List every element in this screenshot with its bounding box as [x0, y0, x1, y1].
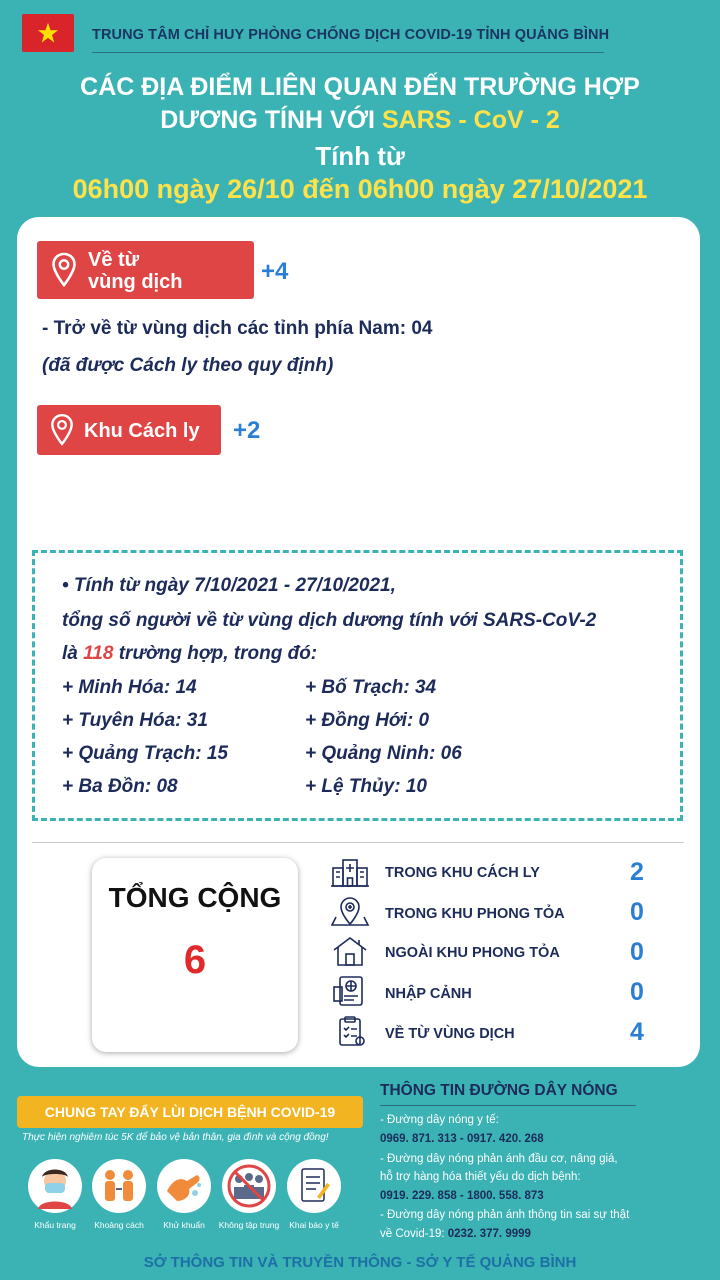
mask-icon	[28, 1159, 82, 1213]
return-zone-label	[88, 249, 182, 293]
title-virus-name: SARS - CoV - 2	[381, 106, 560, 134]
hotline-health-numbers: 0969. 871. 313 - 0917. 420. 268	[380, 1133, 544, 1145]
quarantine-label: Khu Cách ly	[84, 420, 200, 442]
cumulative-line1: • Tính từ ngày 7/10/2021 - 27/10/2021,	[62, 575, 396, 596]
title-prefix: DƯƠNG TÍNH VỚI	[160, 106, 376, 134]
clipboard-icon	[330, 1015, 370, 1047]
total-label: TỔNG CỘNG	[108, 882, 282, 913]
hotline-price-label-2: hỗ trợ hàng hóa thiết yếu do dịch bệnh:	[380, 1171, 581, 1183]
hotline-info-prefix: về Covid-19:	[380, 1228, 445, 1240]
campaign-item-label: Không tập trung	[218, 1220, 280, 1230]
campaign-banner: CHUNG TAY ĐẨY LÙI DỊCH BỆNH COVID-19	[17, 1096, 363, 1128]
hotline-health-label: - Đường dây nóng y tế:	[380, 1114, 499, 1126]
cumulative-suffix: trường hợp, trong đó:	[118, 643, 318, 664]
return-zone-detail: - Trở về từ vùng dịch các tỉnh phía Nam: 04	[42, 318, 433, 339]
hotline-divider	[380, 1105, 636, 1106]
footer-credit: SỞ THÔNG TIN VÀ TRUYỀN THÔNG - SỞ Y TẾ QUẢNG BÌNH	[143, 1254, 577, 1271]
hotline-title: THÔNG TIN ĐƯỜNG DÂY NÓNG	[380, 1082, 618, 1099]
district-item: + Quảng Trạch: 15	[62, 743, 228, 764]
return-zone-label-line1: Về từ	[88, 249, 140, 271]
campaign-slogan: Thực hiện nghiêm túc 5K để bảo vệ bản thân, gia đình và cộng đồng!	[22, 1132, 329, 1143]
return-zone-count: +4	[261, 258, 289, 285]
return-zone-label-line2: vùng dịch	[88, 271, 183, 293]
page-title-line2	[0, 106, 720, 135]
house-icon	[330, 935, 370, 967]
district-item: + Lệ Thủy: 10	[305, 776, 427, 797]
quarantine-badge	[37, 405, 221, 455]
disinfect-icon	[157, 1159, 211, 1213]
summary-value: 0	[630, 978, 644, 1006]
hotline-price-numbers: 0919. 229. 858 - 1800. 558. 873	[380, 1190, 544, 1202]
page-title-line3: Tính từ	[315, 141, 405, 171]
passport-icon	[330, 975, 370, 1007]
summary-label: NGOÀI KHU PHONG TỎA	[385, 945, 560, 961]
campaign-item-label: Khử khuẩn	[163, 1220, 205, 1230]
summary-value: 4	[630, 1018, 644, 1046]
hotline-info-label-1: - Đường dây nóng phản ánh thông tin sai sự thật	[380, 1209, 630, 1221]
summary-value: 0	[630, 938, 644, 966]
return-zone-note: (đã được Cách ly theo quy định)	[42, 355, 334, 376]
organization-name: TRUNG TÂM CHỈ HUY PHÒNG CHỐNG DỊCH COVID-19 TỈNH QUẢNG BÌNH	[92, 27, 610, 43]
page-title-line1: CÁC ĐỊA ĐIỂM LIÊN QUAN ĐẾN TRƯỜNG HỢP	[80, 73, 640, 101]
hotline-price-label-1: - Đường dây nóng phản ánh đầu cơ, nâng giá,	[380, 1153, 618, 1165]
vietnam-flag-icon	[22, 14, 74, 52]
summary-label: TRONG KHU CÁCH LY	[385, 865, 540, 881]
summary-label: NHẬP CẢNH	[385, 986, 472, 1002]
return-zone-badge	[37, 241, 254, 299]
district-item: + Quảng Ninh: 06	[305, 743, 462, 764]
summary-value: 0	[630, 898, 644, 926]
cumulative-prefix: là	[62, 643, 78, 664]
district-item: + Đồng Hới: 0	[305, 710, 430, 731]
header-divider	[92, 52, 604, 53]
campaign-item-label: Khoảng cách	[94, 1220, 144, 1230]
hotline-info-label-2	[380, 1228, 531, 1240]
location-pin-icon	[51, 252, 77, 288]
district-item: + Bố Trạch: 34	[305, 677, 437, 698]
summary-value: 2	[630, 858, 644, 886]
total-value: 6	[183, 938, 207, 982]
location-pin-icon	[50, 413, 74, 447]
health-declaration-icon	[287, 1159, 341, 1213]
lockdown-map-icon	[330, 895, 370, 927]
hospital-icon	[330, 856, 370, 888]
district-item: + Tuyên Hóa: 31	[62, 710, 208, 731]
summary-label: TRONG KHU PHONG TỎA	[385, 906, 565, 922]
date-range: 06h00 ngày 26/10 đến 06h00 ngày 27/10/2021	[72, 174, 648, 204]
district-item: + Ba Đồn: 08	[62, 776, 178, 797]
summary-label: VỀ TỪ VÙNG DỊCH	[385, 1026, 515, 1042]
no-gathering-icon	[222, 1159, 276, 1213]
district-item: + Minh Hóa: 14	[62, 677, 197, 698]
quarantine-count: +2	[233, 417, 261, 444]
cumulative-line2: tổng số người về từ vùng dịch dương tính với SARS-CoV-2	[62, 610, 597, 631]
hotline-info-number: 0232. 377. 9999	[447, 1228, 531, 1240]
cumulative-count: 118	[83, 643, 114, 664]
campaign-item-label: Khai báo y tế	[289, 1220, 339, 1230]
campaign-item-label: Khẩu trang	[34, 1220, 76, 1230]
distance-icon	[92, 1159, 146, 1213]
section-divider	[32, 842, 684, 843]
cumulative-line3	[62, 643, 317, 665]
